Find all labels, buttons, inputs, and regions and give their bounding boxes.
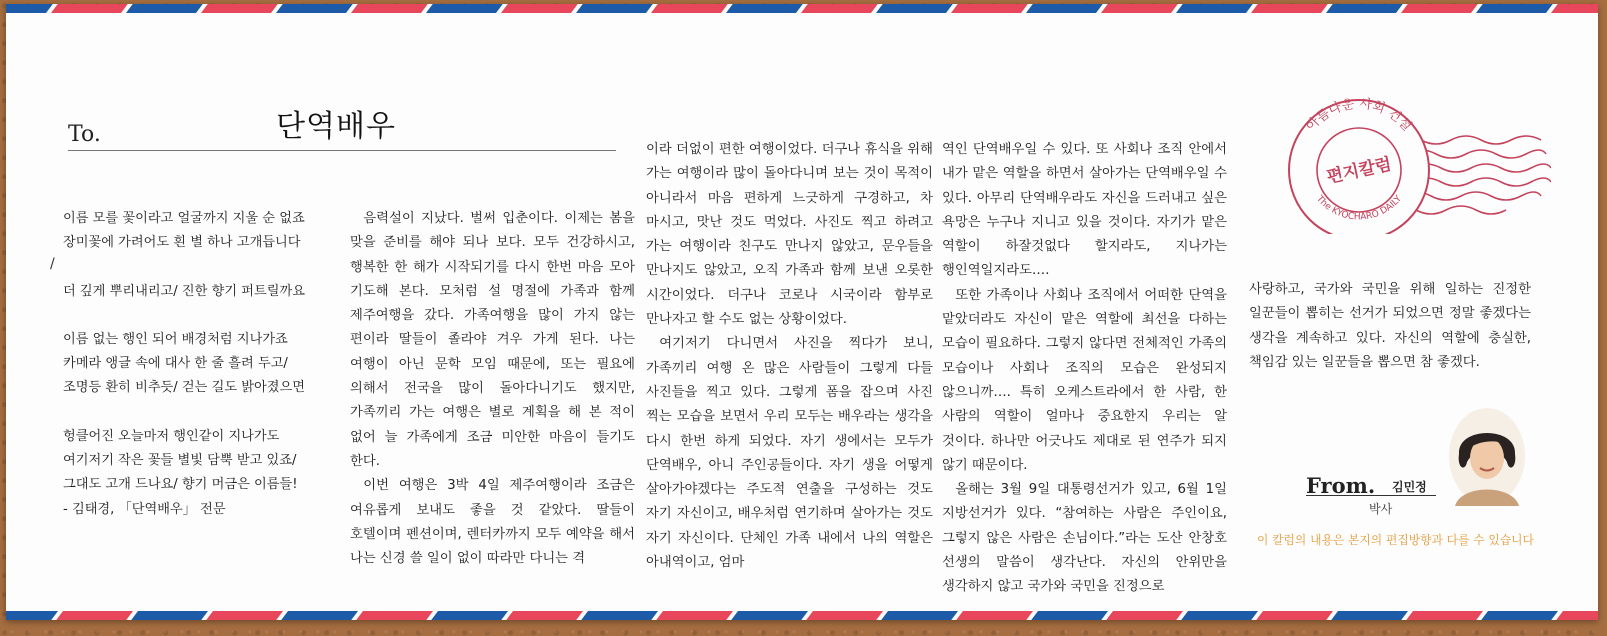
airmail-stripe: [801, 611, 883, 620]
airmail-stripe: [1476, 611, 1558, 620]
postmark-bottom-text: The KYOCHARO DAILY: [1314, 194, 1404, 223]
airmail-stripe: [1101, 611, 1183, 620]
airmail-stripe: [51, 611, 133, 620]
airmail-stripe: [6, 611, 58, 620]
airmail-stripe: [1101, 4, 1183, 13]
paragraph: 사랑하고, 국가와 국민을 위해 일하는 진정한 일꾼들이 뽑히는 선거가 되었으면 정말 좋겠다는 생각을 계속하고 있다. 자신의 역할에 충실한, 책임감 있는 일꾼들을 뽑으면 참 좋겠다.: [1249, 282, 1531, 370]
poem-stanza: [63, 207, 343, 256]
postmark-center-text: 편지칼럼: [1324, 154, 1394, 188]
airmail-stripe: [51, 4, 133, 13]
airmail-stripe: [276, 611, 358, 620]
letter-card: [6, 4, 1598, 620]
paragraph: 역인 단역배우일 수 있다. 또 사회나 조직 안에서 내가 맡은 역할을 하면서 살아가는 단역배우일 수 있다. 아무리 단역배우라도 자신을 드러내고 싶은 욕망은 누구나 지니고 있을 것이다. 자기가 맡은 역할이 하잘것없다 할지라도, 지나가는 행인역일지라도….: [942, 142, 1227, 279]
airmail-stripe: [1476, 4, 1558, 13]
postmark-top-text: 아름다운 사회 건설: [1303, 96, 1415, 135]
airmail-stripe: [1251, 4, 1333, 13]
poem-line: 이름 모를 꽃이라고 얼굴까지 지울 순 없죠: [63, 211, 305, 226]
airmail-stripe: [651, 4, 733, 13]
airmail-stripe: [576, 611, 658, 620]
poem-line: 이름 없는 행인 되어 배경처럼 지나가죠: [63, 331, 288, 347]
article-title: 단역배우: [276, 109, 396, 144]
airmail-stripe: [1251, 611, 1333, 620]
poem-stanza: [63, 328, 343, 401]
airmail-stripe: [351, 4, 433, 13]
airmail-stripe: [1551, 611, 1598, 620]
to-label: To.: [68, 122, 101, 147]
poem-slash-mark: /: [50, 256, 55, 272]
paragraph: 여기저기 다니면서 사진을 찍다가 보니, 가족끼리 여행 온 많은 사람들이 그렇게 다들 사진들을 찍고 있다. 그렇게 폼을 잡으며 사진 찍는 모습을 보면서 우리 모두는 배우라는 생각을 다시 한번 하게 되었다. 자기 생에서는 모두가 단역배우, 아니 주인공들이다. 자기 생을 어떻게 살아가야겠다는 주도적 연출을 구성하는 것도 자기 자신이고, 배우처럼 연기하며 살아가는 것도 자기 자신이다. 단체인 가족 내에서 나의 역할은 아내역이고, 엄마: [646, 336, 933, 571]
airmail-stripe: [1176, 611, 1258, 620]
airmail-stripe: [951, 611, 1033, 620]
from-label: From.: [1306, 473, 1376, 498]
airmail-border-top: [6, 4, 1598, 13]
airmail-stripe: [501, 4, 583, 13]
paragraph: 이번 여행은 3박 4일 제주여행이라 조금은 여유롭게 보내도 좋을 것 같았다. 딸들이 호텔이며 펜션이며, 렌터카까지 모두 예약을 해서 나는 신경 쓸 일이 없이 따라만 다니는 격: [350, 478, 635, 567]
airmail-stripe: [351, 611, 433, 620]
airmail-stripe: [801, 4, 883, 13]
airmail-stripe: [201, 611, 283, 620]
poem-line: 여기저기 작은 꽃들 별빛 담뿍 받고 있죠/: [63, 453, 297, 469]
postmark-stamp: [1271, 84, 1551, 234]
airmail-stripe: [576, 4, 658, 13]
airmail-stripe: [426, 4, 508, 13]
airmail-stripe: [201, 4, 283, 13]
paragraph: 이라 더없이 편한 여행이었다. 더구나 휴식을 위해 가는 여행이라 많이 돌아다니며 보는 것이 목적이 아니라서 마음 편하게 느긋하게 구경하고, 차 마시고, 맛난 것도 먹었다. 사진도 찍고 하려고 가는 여행이라 친구도 만나지 않았고, 문우들을 만나지도 않았고, 오직 가족과 함께 보낸 오롯한 시간이었다. 더구나 코로나 시국이라 함부로 만나자고 할 수도 없는 상황이었다.: [646, 142, 933, 328]
airmail-stripe: [651, 611, 733, 620]
airmail-stripe: [726, 611, 808, 620]
article-column-3: [942, 138, 1227, 600]
airmail-stripe: [876, 4, 958, 13]
airmail-stripe: [426, 611, 508, 620]
poem-line: 장미꽃에 가려어도 흰 별 하나 고개듭니다: [63, 235, 301, 251]
paragraph: 또한 가족이나 사회나 조직에서 어떠한 단역을 맡았더라도 자신이 맡은 역할에 최선을 다하는 모습이 필요하다. 그렇지 않다면 전체적인 가족의 모습이나 사회나 조직의 모습은 완성되지 않으니까…. 특히 오케스트라에서 한 사람, 한 사람의 역할이 얼마나 중요한지 우리는 알 것이다. 하나만 어긋나도 제대로 된 연주가 되지 않기 때문이다.: [942, 287, 1227, 473]
title-divider: [68, 150, 616, 151]
poem-stanza: [63, 425, 343, 522]
article-column-2: [646, 138, 933, 575]
airmail-stripe: [1401, 4, 1483, 13]
airmail-stripe: [126, 611, 208, 620]
airmail-stripe: [1401, 611, 1483, 620]
airmail-stripe: [1326, 4, 1408, 13]
airmail-stripe: [1026, 4, 1108, 13]
airmail-stripe: [1176, 4, 1258, 13]
airmail-stripe: [6, 4, 58, 13]
author-title: 박사: [1369, 502, 1393, 516]
article-column-1: [350, 207, 635, 571]
poem-line: 헝클어진 오늘마저 행인같이 지나가도: [63, 428, 280, 444]
airmail-stripe: [501, 611, 583, 620]
poem-quote: [63, 207, 343, 546]
disclaimer-note: 이 칼럼의 내용은 본지의 편집방향과 다를 수 있습니다: [1257, 533, 1534, 547]
poem-stanza: [63, 280, 343, 304]
airmail-border-bottom: [6, 611, 1598, 620]
airmail-stripe: [1026, 611, 1108, 620]
airmail-stripe: [726, 4, 808, 13]
author-name: 김민정: [1392, 480, 1427, 494]
airmail-stripe: [126, 4, 208, 13]
paragraph: 올해는 3월 9일 대통령선거가 있고, 6월 1일 지방선거가 있다. “참여하는 사람은 주인이요, 그렇지 않은 사람은 손님이다.”라는 도산 안창호 선생의 말씀이 생각난다. 자신의 안위만을 생각하지 않고 국가와 국민을 진정으로: [942, 482, 1227, 595]
airmail-stripe: [951, 4, 1033, 13]
poem-line: 그대도 고개 드나요/ 향기 머금은 이름들!: [63, 477, 298, 493]
author-photo: [1447, 406, 1527, 506]
poem-source: - 김태경, 「단역배우」 전문: [63, 501, 226, 517]
from-underline: [1306, 495, 1436, 496]
poem-line: 카메라 앵글 속에 대사 한 줄 흘려 두고/: [63, 356, 288, 372]
airmail-stripe: [876, 611, 958, 620]
airmail-stripe: [1551, 4, 1598, 13]
article-column-4: [1249, 278, 1531, 375]
poem-line: 더 깊게 뿌리내리고/ 진한 향기 퍼트릴까요: [63, 283, 305, 299]
paragraph: 음력설이 지났다. 벌써 입춘이다. 이제는 봄을 맞을 준비를 해야 되나 보다. 모두 건강하시고, 행복한 한 해가 시작되기를 다시 한번 마음 모아 기도해 본다. 모처럼 설 명절에 가족과 함께 제주여행을 갔다. 가족여행을 많이 가지 않는 편이라 딸들이 졸라야 겨우 가게 된다. 나는 여행이 아닌 문학 모임 때문에, 또는 필요에 의해서 전국을 많이 돌아다니기도 했지만, 가족끼리 가는 여행은 별로 계획을 해 본 적이 없어 늘 가족에게 조금 미안한 마음이 들기도 한다.: [350, 211, 635, 469]
airmail-stripe: [276, 4, 358, 13]
poem-line: 조명등 환히 비추듯/ 걷는 길도 밝아졌으면: [63, 380, 305, 396]
airmail-stripe: [1326, 611, 1408, 620]
